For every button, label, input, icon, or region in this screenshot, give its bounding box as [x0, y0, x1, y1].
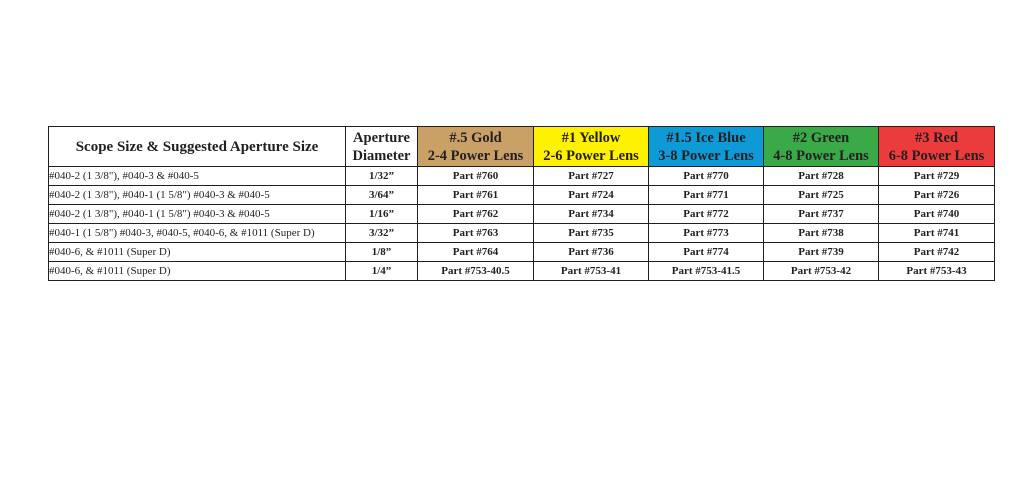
part-cell: Part #725 — [764, 186, 879, 205]
part-cell: Part #735 — [534, 224, 649, 243]
part-cell: Part #761 — [418, 186, 534, 205]
part-cell: Part #771 — [649, 186, 764, 205]
part-cell: Part #753-42 — [764, 262, 879, 281]
lens-header-green — [764, 127, 879, 167]
aperture-cell: 1/8” — [346, 243, 418, 262]
aperture-diameter-header — [346, 127, 418, 167]
lens-name: #3 Red — [914, 129, 959, 146]
table-row — [49, 224, 995, 243]
part-cell: Part #734 — [534, 205, 649, 224]
part-cell: Part #739 — [764, 243, 879, 262]
part-cell: Part #753-41 — [534, 262, 649, 281]
part-cell: Part #770 — [649, 167, 764, 186]
scope-size-cell: #040-6, & #1011 (Super D) — [49, 262, 346, 281]
part-cell: Part #736 — [534, 243, 649, 262]
scope-size-cell: #040-2 (1 3/8"), #040-1 (1 5/8") #040-3 & #040-5 — [49, 205, 346, 224]
part-cell: Part #753-41.5 — [649, 262, 764, 281]
lens-power: 6-8 Power Lens — [888, 147, 985, 164]
scope-size-cell: #040-2 (1 3/8"), #040-3 & #040-5 — [49, 167, 346, 186]
scope-size-cell: #040-6, & #1011 (Super D) — [49, 243, 346, 262]
part-cell: Part #729 — [879, 167, 995, 186]
aperture-header-line2: Diameter — [352, 147, 411, 164]
aperture-header-line1: Aperture — [353, 129, 410, 146]
lens-name: #.5 Gold — [449, 129, 502, 146]
table-row — [49, 205, 995, 224]
part-cell: Part #774 — [649, 243, 764, 262]
lens-power: 3-8 Power Lens — [658, 147, 754, 164]
table-row — [49, 186, 995, 205]
part-cell: Part #753-43 — [879, 262, 995, 281]
part-cell: Part #738 — [764, 224, 879, 243]
lens-power: 2-4 Power Lens — [427, 147, 524, 164]
part-cell: Part #727 — [534, 167, 649, 186]
lens-name: #2 Green — [792, 129, 850, 146]
part-cell: Part #762 — [418, 205, 534, 224]
table-header-row — [49, 127, 995, 167]
part-cell: Part #764 — [418, 243, 534, 262]
table-row — [49, 243, 995, 262]
part-cell: Part #772 — [649, 205, 764, 224]
part-cell: Part #728 — [764, 167, 879, 186]
part-cell: Part #740 — [879, 205, 995, 224]
lens-name: #1.5 Ice Blue — [666, 129, 746, 146]
aperture-cell: 1/4” — [346, 262, 418, 281]
lens-header-yellow — [534, 127, 649, 167]
table-row — [49, 167, 995, 186]
lens-header-red — [879, 127, 995, 167]
part-cell: Part #742 — [879, 243, 995, 262]
scope-size-cell: #040-2 (1 3/8"), #040-1 (1 5/8") #040-3 & #040-5 — [49, 186, 346, 205]
lens-power: 2-6 Power Lens — [543, 147, 639, 164]
part-cell: Part #753-40.5 — [418, 262, 534, 281]
scope-size-cell: #040-1 (1 5/8") #040-3, #040-5, #040-6, & #1011 (Super D) — [49, 224, 346, 243]
lens-power: 4-8 Power Lens — [773, 147, 869, 164]
part-cell: Part #763 — [418, 224, 534, 243]
aperture-lens-table — [48, 126, 995, 281]
part-cell: Part #724 — [534, 186, 649, 205]
aperture-cell: 3/64” — [346, 186, 418, 205]
aperture-cell: 3/32” — [346, 224, 418, 243]
part-cell: Part #773 — [649, 224, 764, 243]
lens-header-gold — [418, 127, 534, 167]
lens-name: #1 Yellow — [561, 129, 621, 146]
table-row — [49, 262, 995, 281]
aperture-cell: 1/16” — [346, 205, 418, 224]
part-cell: Part #760 — [418, 167, 534, 186]
part-cell: Part #741 — [879, 224, 995, 243]
lens-header-ice-blue — [649, 127, 764, 167]
scope-size-header: Scope Size & Suggested Aperture Size — [49, 127, 346, 167]
part-cell: Part #737 — [764, 205, 879, 224]
part-cell: Part #726 — [879, 186, 995, 205]
aperture-cell: 1/32” — [346, 167, 418, 186]
